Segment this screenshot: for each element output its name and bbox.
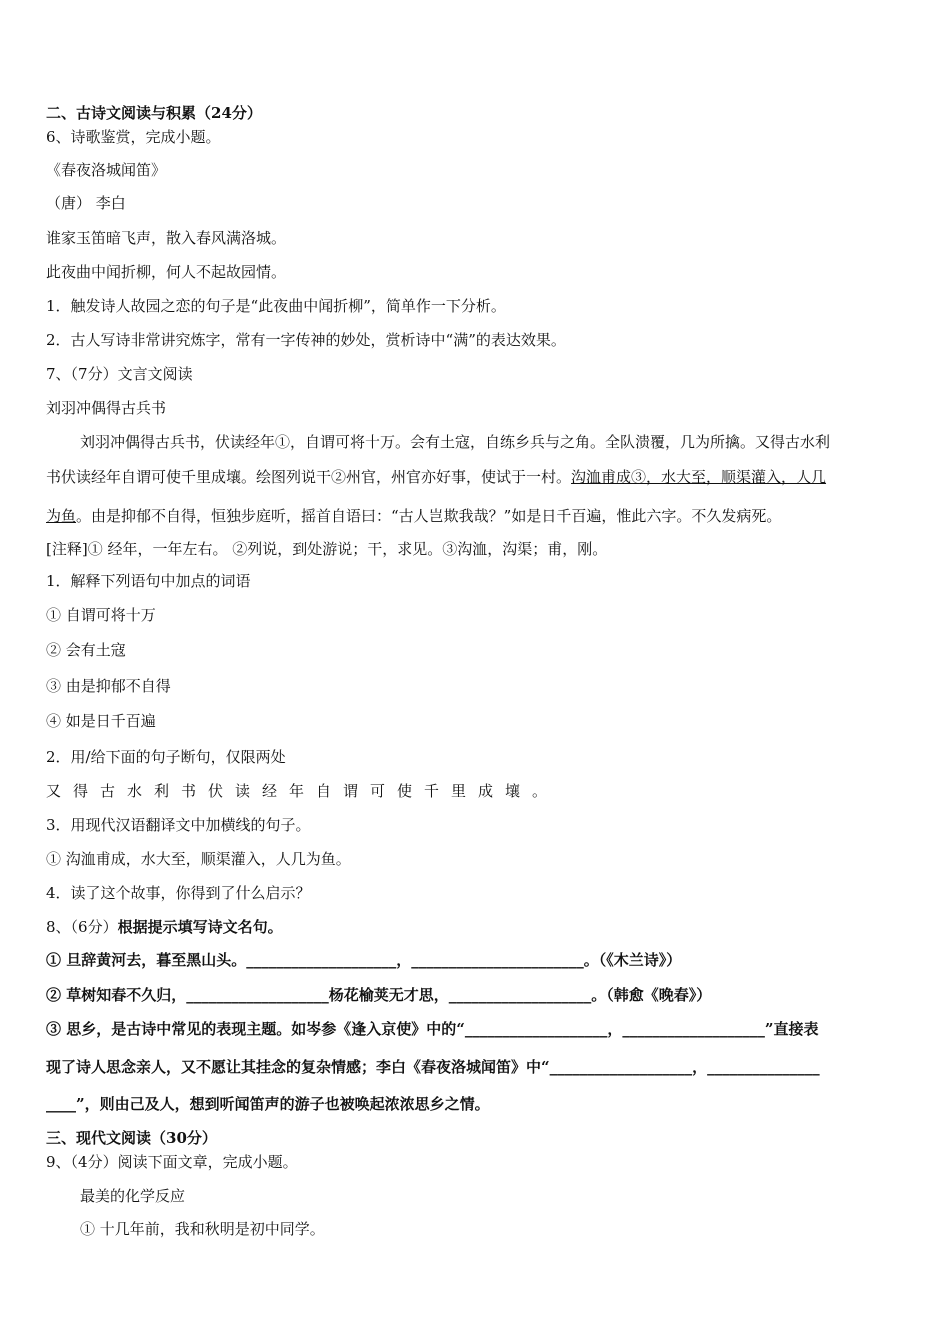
q8-prompt xyxy=(46,917,283,937)
q8-instruction: 根据提示填写诗文名句。 xyxy=(117,918,283,936)
q7-sub1-item-1: ① 自谓可将十万 xyxy=(46,606,156,624)
q7-sub1-item-2: ② 会有土寇 xyxy=(46,641,126,659)
section-title-3: 三、现代文阅读（30分） xyxy=(46,1129,217,1147)
q7-prompt: 7、（7分）文言文阅读 xyxy=(46,365,193,383)
article-title: 最美的化学反应 xyxy=(80,1187,186,1205)
underlined-sentence-end: 为鱼 xyxy=(46,507,77,525)
q9-prompt: 9、（4分）阅读下面文章，完成小题。 xyxy=(46,1153,298,1171)
q8-line-2: ② 草树知春不久归，___________________杨花榆荚无才思，___________________。（韩愈《晚春》） xyxy=(46,986,712,1004)
passage-text: 。由是抑郁不自得，恒独步庭听，摇首自语曰：“古人岂欺我哉？”如是日千百遍，惟此六字。不久发病死。 xyxy=(76,507,782,525)
passage-para-3 xyxy=(46,506,781,526)
article-para-1: ① 十几年前，我和秋明是初中同学。 xyxy=(80,1220,325,1238)
q7-sentence: 又得古水利书伏读经年自谓可使千里成壤。 xyxy=(46,782,560,800)
poem-author: （唐） 李白 xyxy=(46,194,126,212)
passage-title: 刘羽冲偶得古兵书 xyxy=(46,399,167,417)
q7-sub3-item-1: ① 沟洫甫成，水大至，顺渠灌入，人几为鱼。 xyxy=(46,850,351,868)
q6-prompt: 6、诗歌鉴赏，完成小题。 xyxy=(46,128,221,146)
underlined-sentence: 沟洫甫成③，水大至，顺渠灌入，人几 xyxy=(571,468,827,486)
q8-line-5: ____”，则由己及人，想到听闻笛声的游子也被唤起浓浓思乡之情。 xyxy=(46,1095,490,1113)
passage-para-1: 刘羽冲偶得古兵书，伏读经年①，自谓可将十万。会有土寇，自练乡兵与之角。全队溃覆，几为所擒。又得古水利 xyxy=(80,433,831,451)
q7-sub1: 1．解释下列语句中加点的词语 xyxy=(46,572,251,590)
q8-line-1: ① 旦辞黄河去，暮至黑山头。____________________，_______________________。（《木兰诗》） xyxy=(46,951,682,969)
passage-text: 书伏读经年自谓可使千里成壤。绘图列说干②州官，州官亦好事，使试于一村。 xyxy=(46,468,572,486)
q7-sub4: 4．读了这个故事，你得到了什么启示？ xyxy=(46,884,311,902)
q8-score: 8、（6分） xyxy=(46,918,118,936)
q8-line-3: ③ 思乡，是古诗中常见的表现主题。如岑参《逢入京使》中的“___________________，___________________”直接表 xyxy=(46,1020,819,1038)
q6-sub1: 1．触发诗人故园之恋的句子是“此夜曲中闻折柳”，简单作一下分析。 xyxy=(46,297,506,315)
q7-sub2: 2．用/给下面的句子断句，仅限两处 xyxy=(46,748,286,766)
q6-sub2: 2．古人写诗非常讲究炼字，常有一字传神的妙处，赏析诗中“满”的表达效果。 xyxy=(46,331,566,349)
poem-line-1: 谁家玉笛暗飞声，散入春风满洛城。 xyxy=(46,229,287,247)
q7-sub3: 3．用现代汉语翻译文中加横线的句子。 xyxy=(46,816,311,834)
section-title-2: 二、古诗文阅读与积累（24分） xyxy=(46,104,262,122)
q7-sub1-item-4: ④ 如是日千百遍 xyxy=(46,712,156,730)
q7-sub1-item-3: ③ 由是抑郁不自得 xyxy=(46,677,171,695)
passage-note: [注释]① 经年，一年左右。 ②列说，到处游说；干，求见。③沟洫，沟渠；甫，刚。 xyxy=(46,540,608,558)
q8-line-4: 现了诗人思念亲人，又不愿让其挂念的复杂情感；李白《春夜洛城闻笛》中“___________________，_______________ xyxy=(46,1058,820,1076)
poem-line-2: 此夜曲中闻折柳，何人不起故园情。 xyxy=(46,263,287,281)
passage-para-2 xyxy=(46,467,826,487)
poem-title: 《春夜洛城闻笛》 xyxy=(46,161,167,179)
